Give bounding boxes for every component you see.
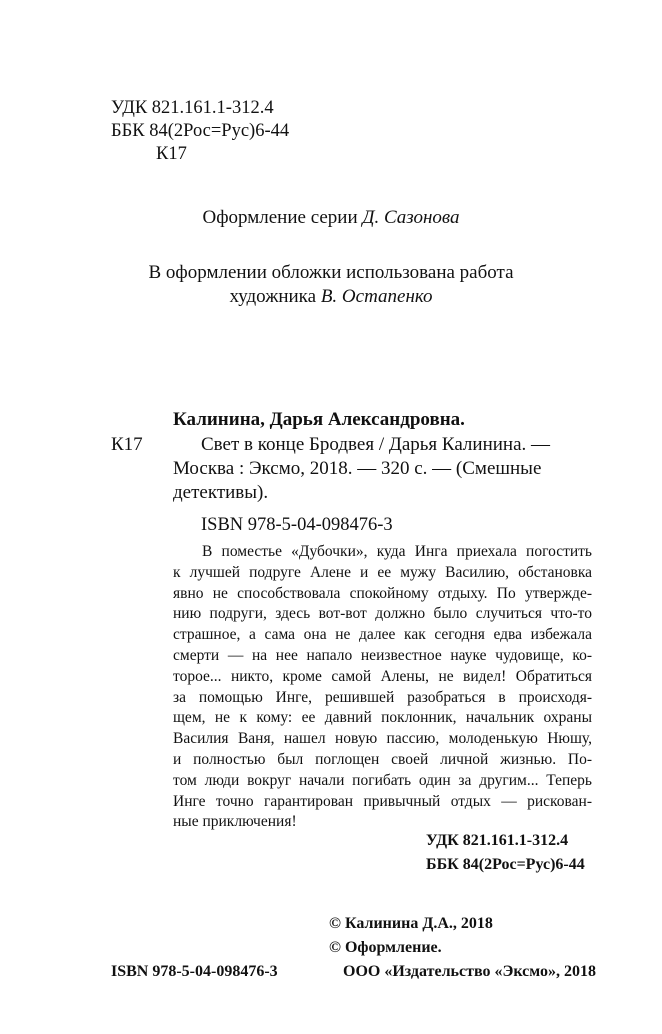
cover-art-label: художника	[229, 286, 317, 307]
footer-isbn: ISBN 978-5-04-098476-3	[111, 963, 278, 980]
catalog-isbn: ISBN 978-5-04-098476-3	[201, 515, 393, 535]
description-line-1: Свет в конце Бродвея / Дарья Калинина. —	[201, 434, 551, 455]
copyright-design: © Оформление.	[329, 939, 442, 956]
annotation-line: Василия Ваня, нашел новую пассию, молоденькую Нюшу,	[173, 730, 592, 748]
author-heading: Калинина, Дарья Александровна.	[173, 409, 465, 430]
bbk-bold: ББК 84(2Рос=Рус)6-44	[426, 856, 585, 873]
annotation-line: страшное, а сама она не далее как сегодня едва избежала	[173, 626, 592, 644]
udk-code: УДК 821.161.1-312.4	[111, 98, 274, 118]
annotation-line: явно не способствовала спокойному отдыху. По утвержде-	[173, 584, 592, 602]
annotation-line: том люди вокруг начали погибать один за другим... Теперь	[173, 771, 592, 789]
cover-art-line2	[0, 284, 662, 309]
series-design-credit	[0, 205, 662, 230]
copyright-author: © Калинина Д.А., 2018	[329, 915, 493, 932]
annotation-line: нию подруги, здесь вот-вот должно было случиться что-то	[173, 605, 592, 623]
annotation-line: и полностью был поглощен своей личной жизнью. По-	[173, 750, 592, 768]
udk-bold: УДК 821.161.1-312.4	[426, 832, 569, 849]
annotation	[173, 542, 592, 833]
annotation-line: Инге точно гарантирован привычный отдых — рискован-	[173, 792, 592, 810]
annotation-line: торое... никто, кроме самой Алены, не видел! Обратиться	[173, 667, 592, 685]
catalog-mark: К17	[111, 434, 143, 455]
annotation-line: В поместье «Дубочки», куда Инга приехала погостить	[202, 543, 592, 560]
copyright-publisher: ООО «Издательство «Эксмо», 2018	[343, 963, 596, 980]
cover-art-name: В. Остапенко	[320, 286, 433, 307]
author-mark: К17	[156, 144, 187, 164]
annotation-line: ные приключения!	[173, 813, 297, 831]
series-design-label: Оформление серии	[202, 207, 358, 228]
annotation-line: щем, не к кому: ее давний поклонник, начальник охраны	[173, 709, 592, 727]
annotation-line: смерти — на нее напало неизвестное науке чудовище, ко-	[173, 646, 592, 664]
series-design-name: Д. Сазонова	[362, 207, 460, 228]
cover-art-line1: В оформлении обложки использована работа	[148, 262, 514, 283]
description-line-3: детективы).	[173, 482, 269, 503]
description-line-2: Москва : Эксмо, 2018. — 320 с. — (Смешные	[173, 458, 542, 479]
bbk-code: ББК 84(2Рос=Рус)6-44	[111, 121, 290, 141]
annotation-line: за помощью Инге, решившей разобраться в происходя-	[173, 688, 592, 706]
annotation-line: к лучшей подруге Алене и ее мужу Василию, обстановка	[173, 563, 592, 581]
